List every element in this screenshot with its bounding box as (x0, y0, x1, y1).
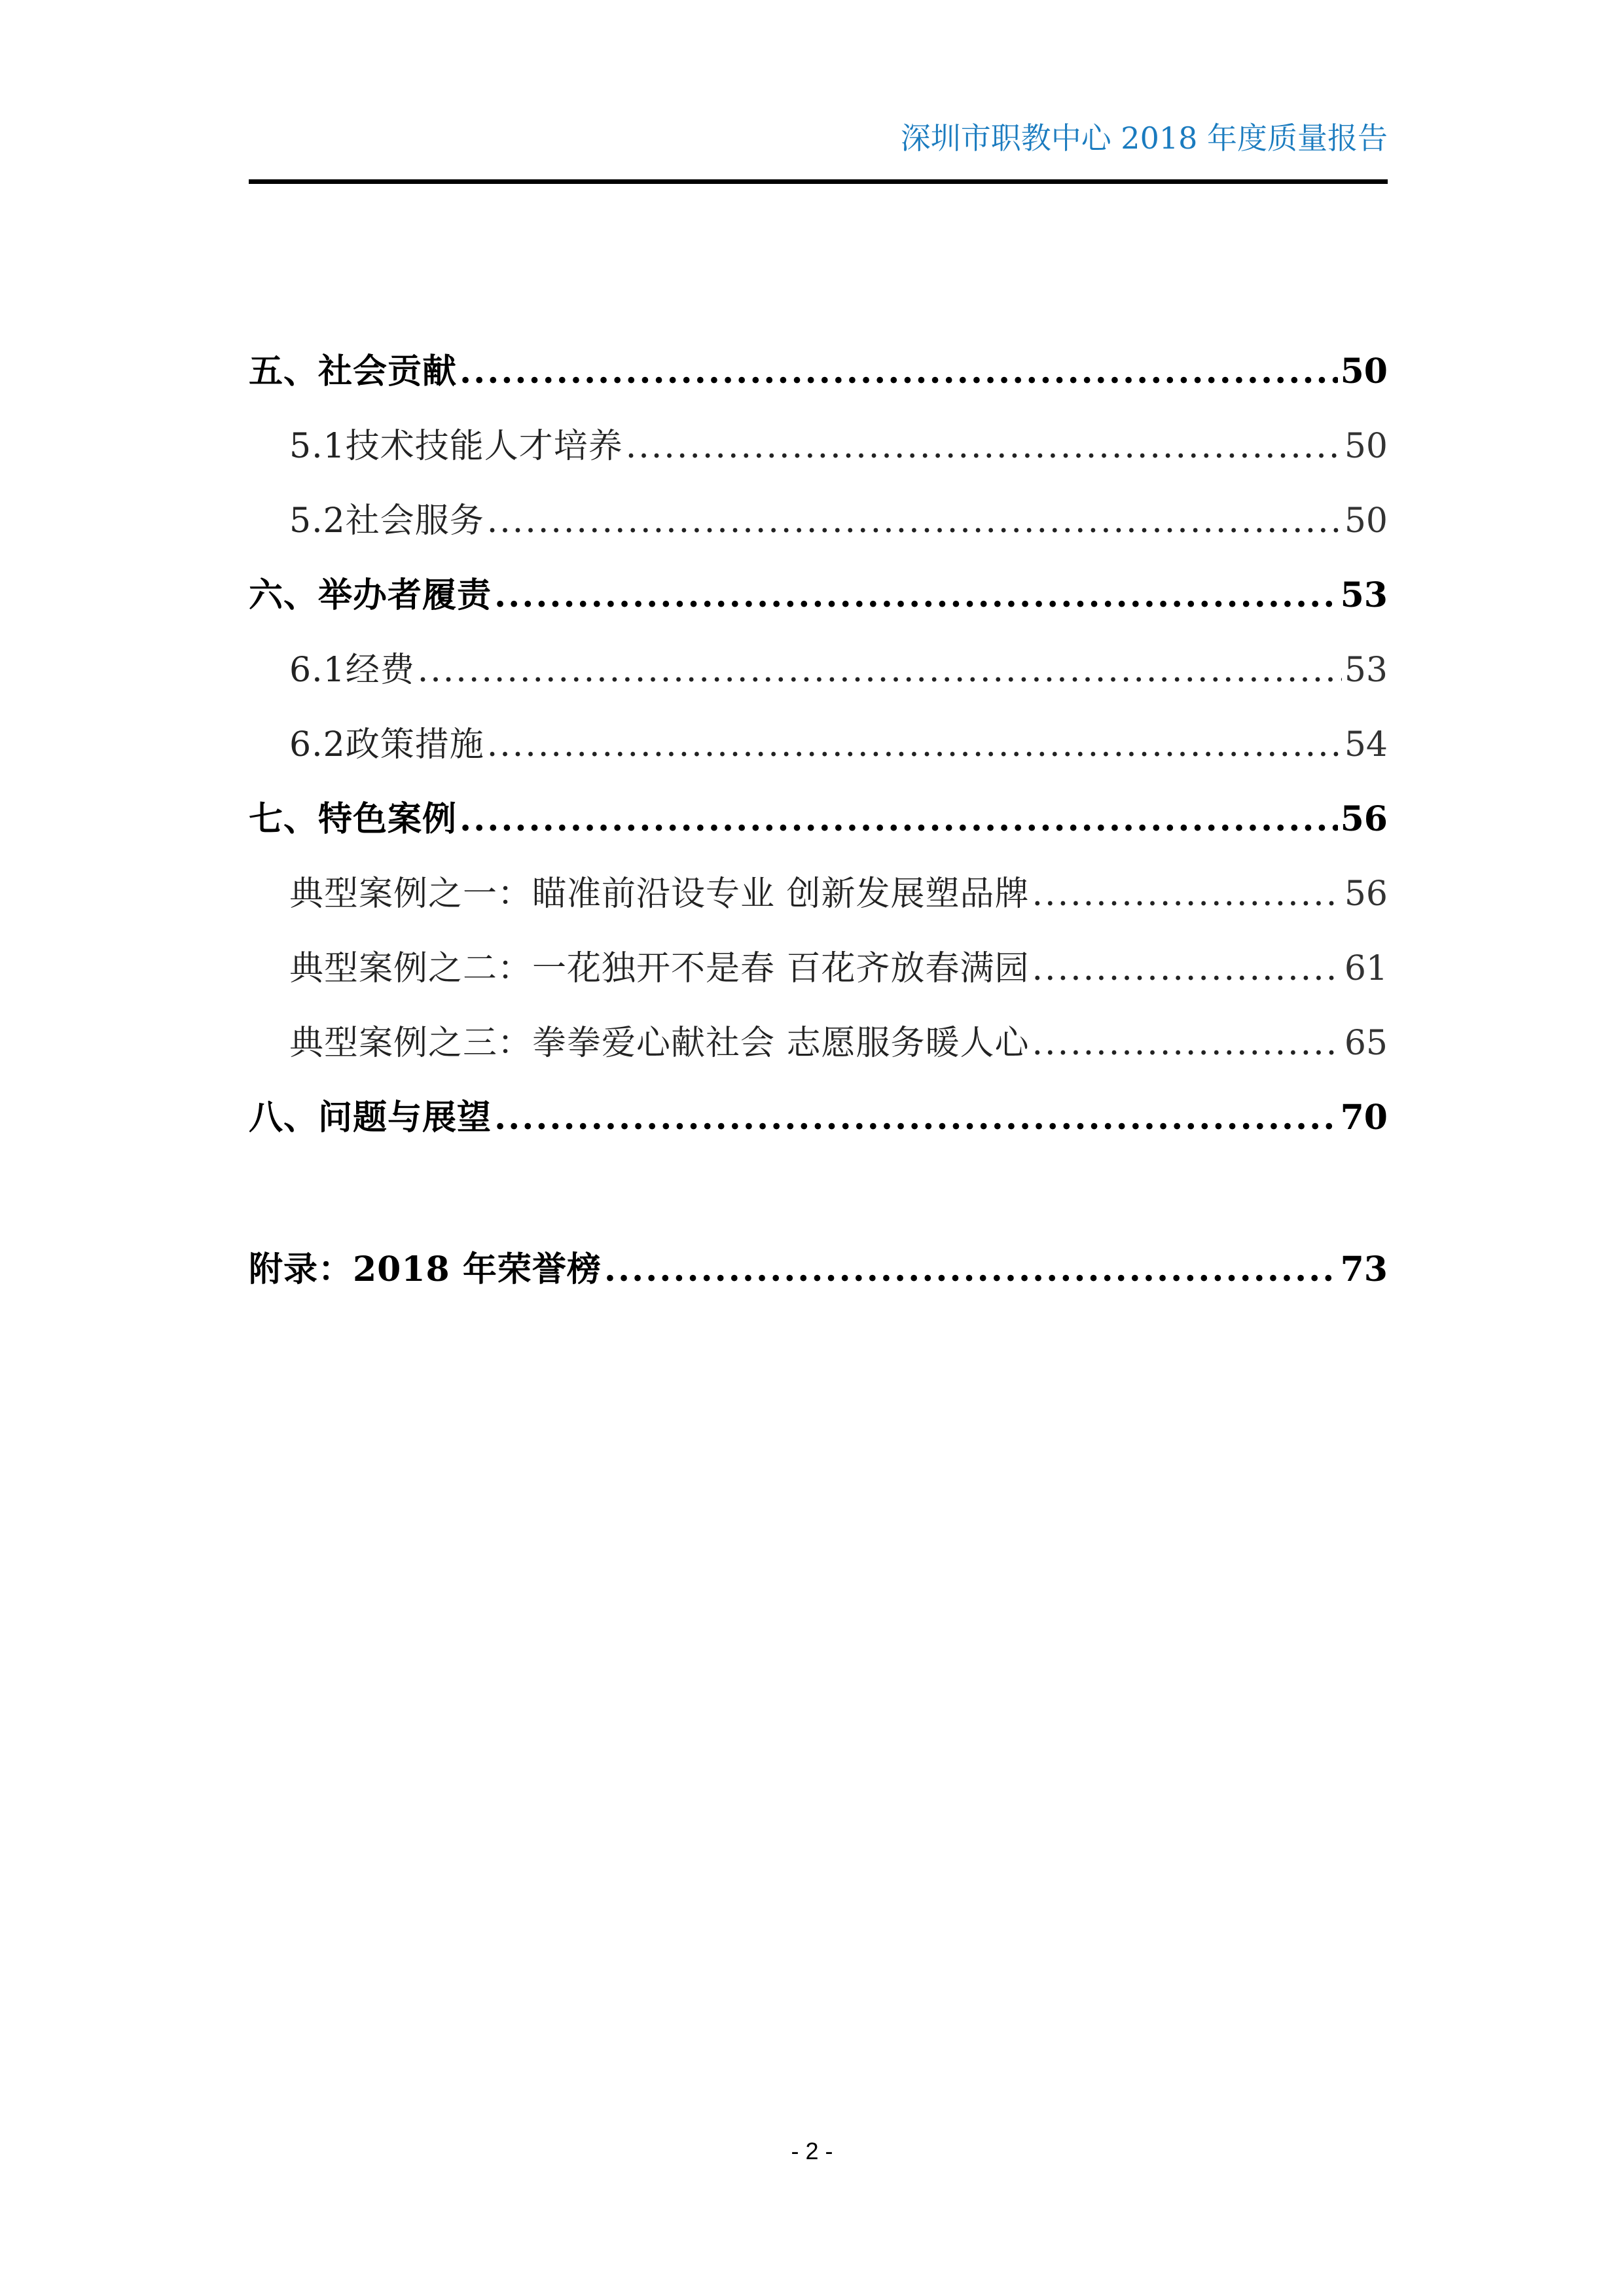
toc-entry-label: 5.2社会服务 (289, 501, 484, 541)
toc-page-number: 70 (1340, 1098, 1388, 1138)
toc-section-entry[interactable] (249, 1244, 1388, 1318)
toc-dot-leader (494, 569, 1338, 622)
toc-page-number: 56 (1340, 799, 1388, 839)
toc-page-number: 73 (1340, 1249, 1388, 1289)
toc-entry-label: 典型案例之二：一花独开不是春 百花齐放春满园 (289, 949, 1030, 988)
toc-dot-leader (1032, 868, 1342, 920)
toc-section-entry[interactable] (249, 793, 1388, 868)
page-header (249, 115, 1388, 187)
toc-page-number: 53 (1344, 651, 1388, 690)
toc-page-number: 54 (1344, 725, 1388, 764)
page-number: - 2 - (791, 2138, 833, 2164)
toc-page-number: 53 (1340, 575, 1388, 615)
toc-dot-leader (626, 420, 1342, 473)
toc-page-number: 65 (1344, 1024, 1388, 1063)
toc-subsection-entry[interactable] (249, 1017, 1388, 1092)
toc-dot-leader (604, 1244, 1338, 1296)
toc-subsection-entry[interactable] (249, 495, 1388, 569)
toc-subsection-entry[interactable] (249, 868, 1388, 942)
toc-dot-leader (460, 793, 1338, 846)
toc-subsection-entry[interactable] (249, 420, 1388, 495)
toc-entry-label: 5.1技术技能人才培养 (289, 427, 623, 466)
toc-section-entry[interactable] (249, 1092, 1388, 1166)
toc-dot-leader (460, 346, 1338, 398)
toc-dot-leader (1032, 942, 1342, 995)
toc-entry-label: 典型案例之三：拳拳爱心献社会 志愿服务暖人心 (289, 1024, 1030, 1063)
toc-section-entry[interactable] (249, 346, 1388, 420)
toc-entry-label: 典型案例之一：瞄准前沿设专业 创新发展塑品牌 (289, 874, 1030, 914)
toc-subsection-entry[interactable] (249, 644, 1388, 719)
toc-entry-label: 6.1经费 (289, 651, 415, 690)
toc-page-number: 61 (1344, 949, 1388, 988)
toc-entry-label: 八、问题与展望 (249, 1098, 492, 1138)
header-rule (249, 179, 1388, 184)
toc-dot-leader (1032, 1017, 1342, 1069)
toc-subsection-entry[interactable] (249, 719, 1388, 793)
toc-page-number: 50 (1344, 501, 1388, 541)
toc-section-entry[interactable] (249, 569, 1388, 644)
table-of-contents (249, 346, 1388, 1318)
toc-dot-leader (418, 644, 1342, 696)
toc-dot-leader (494, 1092, 1338, 1144)
toc-entry-label: 6.2政策措施 (289, 725, 484, 764)
toc-entry-label: 附录：2018 年荣誉榜 (249, 1249, 602, 1289)
toc-page-number: 56 (1344, 874, 1388, 914)
toc-subsection-entry[interactable] (249, 942, 1388, 1017)
toc-page-number: 50 (1340, 351, 1388, 391)
toc-entry-label: 五、社会贡献 (249, 351, 458, 391)
toc-dot-leader (487, 495, 1342, 547)
toc-page-number: 50 (1344, 427, 1388, 466)
toc-entry-label: 七、特色案例 (249, 799, 458, 839)
toc-dot-leader (487, 719, 1342, 771)
toc-entry-label: 六、举办者履责 (249, 575, 492, 615)
report-title: 深圳市职教中心 2018 年度质量报告 (900, 120, 1388, 156)
